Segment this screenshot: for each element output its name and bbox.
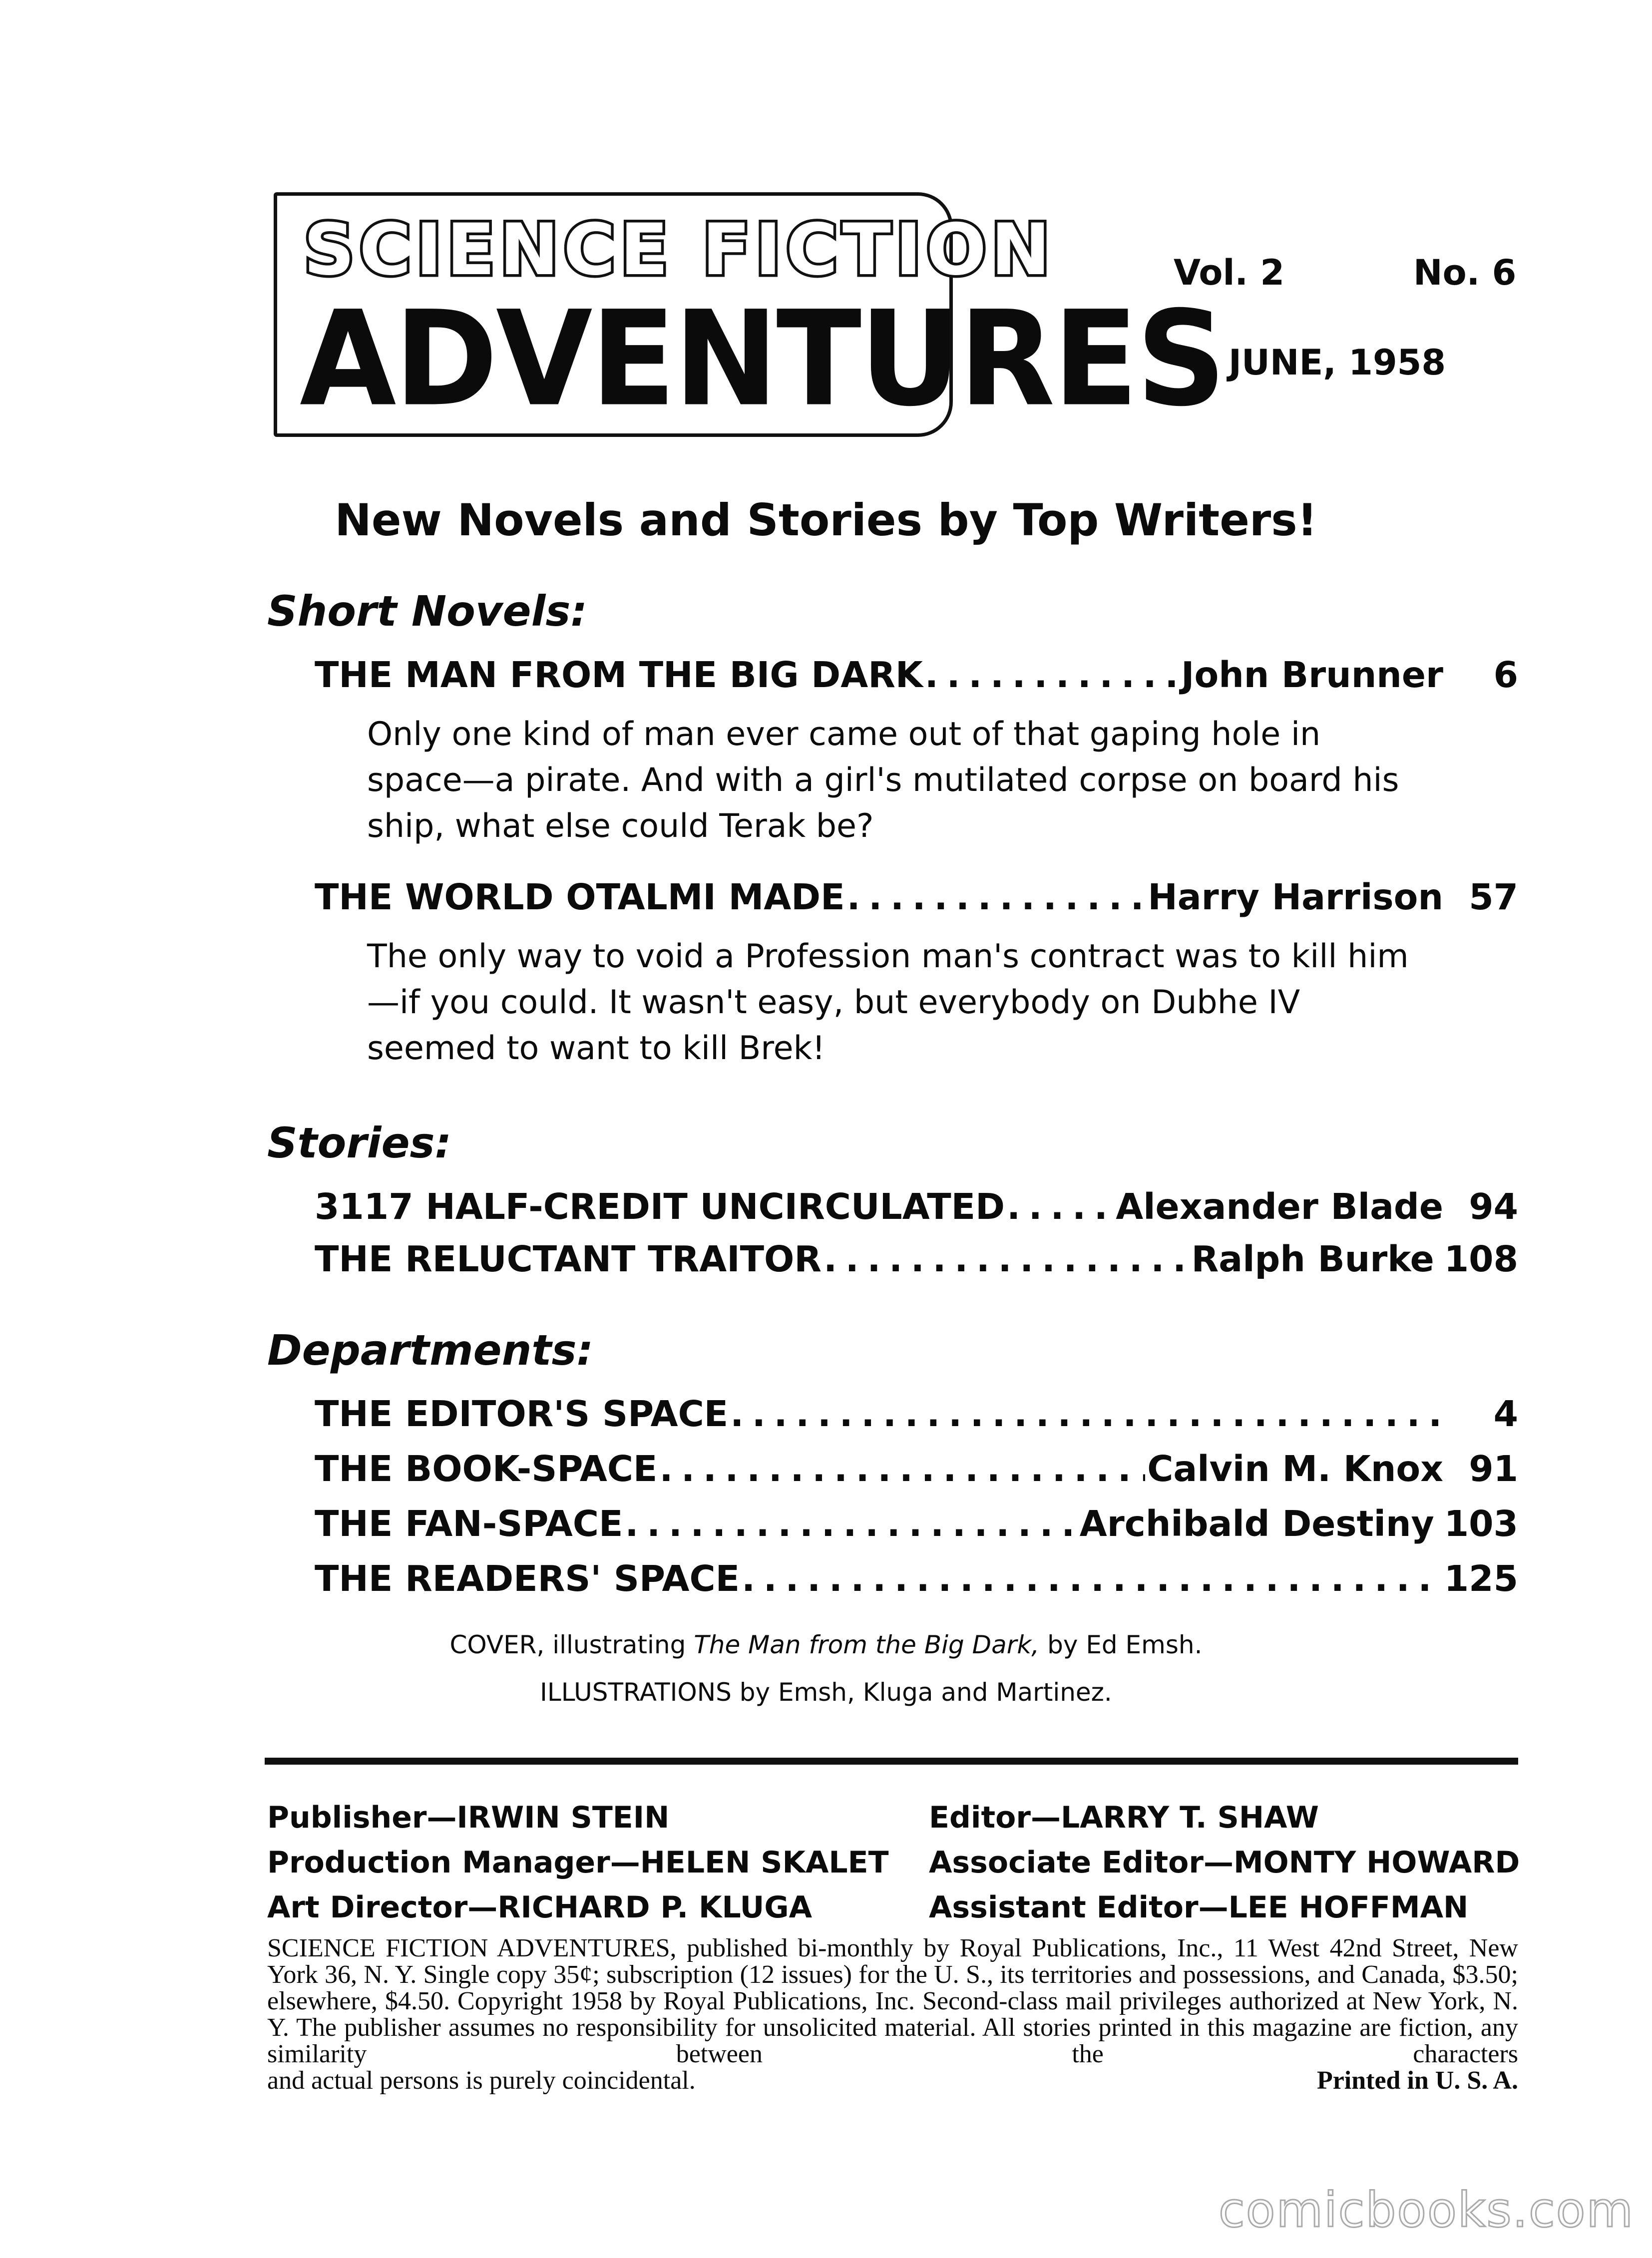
dot-leader xyxy=(730,1393,1441,1435)
entry-author: Calvin M. Knox xyxy=(1147,1448,1443,1490)
illustrations-credit: ILLUSTRATIONS by Emsh, Kluga and Martinez. xyxy=(540,1678,1112,1707)
toc-entry[interactable] xyxy=(315,876,1518,918)
entry-author: Ralph Burke xyxy=(1191,1238,1434,1280)
entry-page: 57 xyxy=(1469,876,1518,918)
tagline: New Novels and Stories by Top Writers! xyxy=(335,494,1317,546)
dot-leader xyxy=(742,1558,1432,1599)
divider-rule xyxy=(265,1758,1518,1765)
entry-page: 108 xyxy=(1444,1238,1518,1280)
entry-title: THE WORLD OTALMI MADE xyxy=(315,876,845,918)
cover-credit-suffix: by Ed Emsh. xyxy=(1047,1630,1203,1659)
section-heading-stories: Stories: xyxy=(267,1119,452,1167)
entry-title: THE EDITOR'S SPACE xyxy=(315,1393,729,1435)
staff-publisher: Publisher—IRWIN STEIN xyxy=(267,1800,670,1835)
toc-entry[interactable] xyxy=(315,1448,1518,1490)
staff-editor: Editor—LARRY T. SHAW xyxy=(929,1800,1319,1835)
entry-title: THE FAN-SPACE xyxy=(315,1503,623,1544)
cover-credit xyxy=(0,1630,1652,1659)
cover-credit-prefix: COVER, illustrating xyxy=(449,1630,686,1659)
entry-page: 91 xyxy=(1469,1448,1518,1490)
staff-associate-editor: Associate Editor—MONTY HOWARD xyxy=(929,1845,1520,1880)
entry-author: Archibald Destiny xyxy=(1079,1503,1434,1544)
toc-entry[interactable] xyxy=(315,1503,1518,1544)
cover-credit-work: The Man from the Big Dark, xyxy=(694,1630,1040,1659)
dot-leader xyxy=(824,1238,1190,1280)
toc-entry[interactable] xyxy=(315,654,1518,696)
imprint-disclaimer: and actual persons is purely coincidental. xyxy=(267,2066,696,2095)
entry-title: THE MAN FROM THE BIG DARK xyxy=(315,654,923,696)
entry-page: 125 xyxy=(1444,1558,1518,1599)
dot-leader xyxy=(847,876,1146,918)
entry-page: 4 xyxy=(1493,1393,1518,1435)
imprint-last-line xyxy=(267,2067,1518,2094)
entry-title: THE READERS' SPACE xyxy=(315,1558,740,1599)
entry-author: John Brunner xyxy=(1181,654,1443,696)
printed-in: Printed in U. S. A. xyxy=(1316,2066,1518,2095)
toc-entry[interactable] xyxy=(315,1186,1518,1227)
staff-art-director: Art Director—RICHARD P. KLUGA xyxy=(267,1890,813,1925)
masthead-subtitle: SCIENCE FICTION xyxy=(304,209,1055,291)
entry-author: Harry Harrison xyxy=(1148,876,1443,918)
entry-blurb: The only way to void a Profession man's contract was to kill him—if you could. It wasn't easy, but everybody on Dubhe IV seemed to want to kill Brek! xyxy=(367,938,1409,1067)
masthead-title: ADVENTURES xyxy=(300,282,1225,435)
entry-page: 6 xyxy=(1493,654,1518,696)
toc-entry[interactable] xyxy=(315,1558,1518,1599)
entry-page: 94 xyxy=(1469,1186,1518,1227)
issue-number: No. 6 xyxy=(1413,252,1517,293)
dot-leader xyxy=(925,654,1179,696)
entry-title: 3117 HALF-CREDIT UNCIRCULATED xyxy=(315,1186,1005,1227)
entry-author: Alexander Blade xyxy=(1116,1186,1443,1227)
dot-leader xyxy=(659,1448,1145,1490)
entry-blurb: Only one kind of man ever came out of that gaping hole in space—a pirate. And with a girl's mutilated corpse on board his ship, what else could Terak be? xyxy=(367,716,1399,845)
entry-page: 103 xyxy=(1444,1503,1518,1544)
entry-title: THE BOOK-SPACE xyxy=(315,1448,658,1490)
volume-number: Vol. 2 xyxy=(1174,252,1285,293)
entry-title: THE RELUCTANT TRAITOR xyxy=(315,1238,822,1280)
watermark: comicbooks.com xyxy=(1219,2182,1635,2238)
issue-date: JUNE, 1958 xyxy=(1229,342,1446,383)
imprint-text: SCIENCE FICTION ADVENTURES, published bi-monthly by Royal Publications, Inc., 11 West 42nd Street, New York 36, N. Y. Single copy 35¢; subscription (12 issues) for the U. S., its territories and possessions, and Canada, $3.50; elsewhere, $4.50. Copyright 1958 by Royal Publications, Inc. Second-class mail privileges authorized at New York, N. Y. The publisher assumes no responsibility for unsolicited material. All stories printed in this magazine are fiction, any similarity between the characters xyxy=(267,1934,1518,2068)
toc-entry[interactable] xyxy=(315,1393,1518,1435)
toc-entry[interactable] xyxy=(315,1238,1518,1280)
section-heading-short-novels: Short Novels: xyxy=(267,587,587,636)
staff-production-manager: Production Manager—HELEN SKALET xyxy=(267,1845,889,1880)
staff-assistant-editor: Assistant Editor—LEE HOFFMAN xyxy=(929,1890,1469,1925)
dot-leader xyxy=(625,1503,1077,1544)
section-heading-departments: Departments: xyxy=(267,1326,594,1375)
dot-leader xyxy=(1007,1186,1114,1227)
